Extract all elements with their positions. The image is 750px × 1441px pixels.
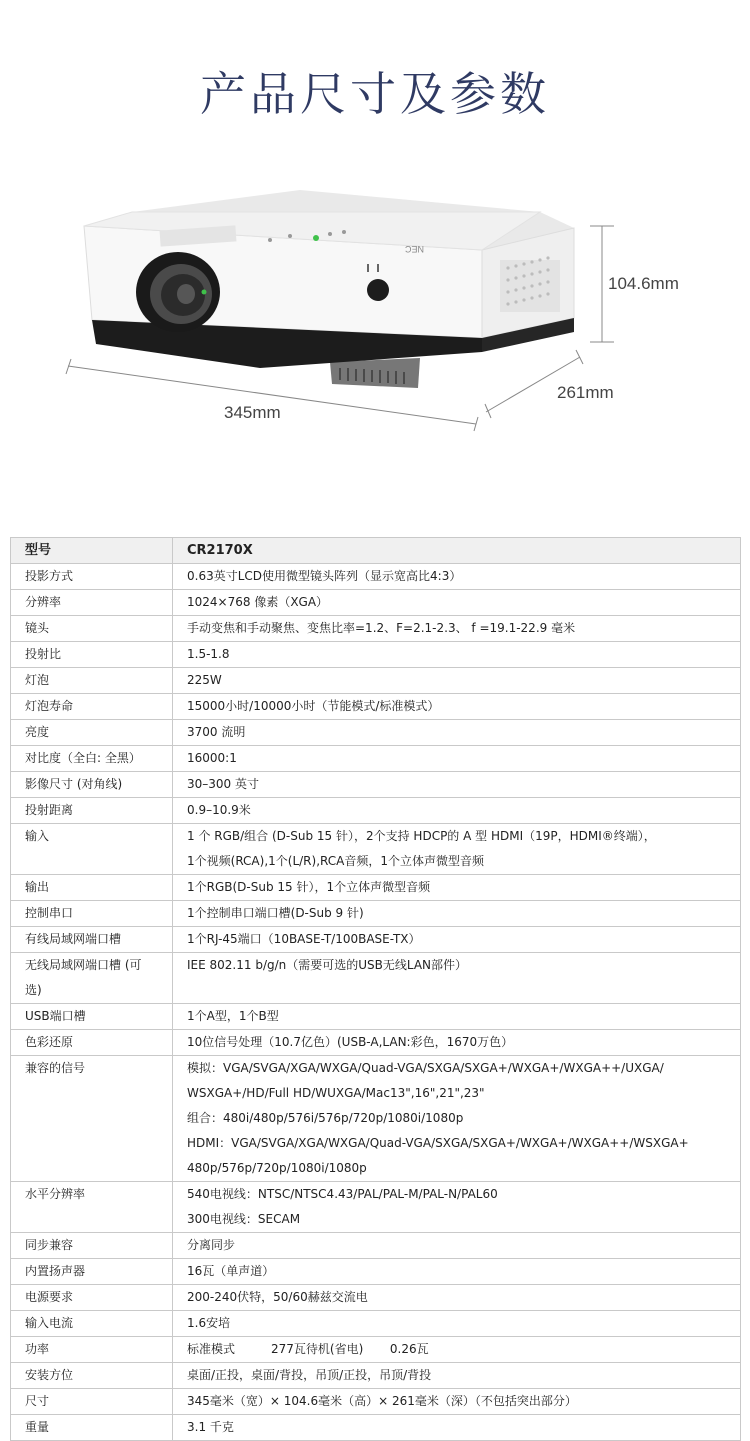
spec-value (173, 1389, 741, 1415)
table-row (11, 901, 741, 927)
page-title: 产品尺寸及参数 (200, 67, 550, 121)
spec-value-line: 300电视线：SECAM (187, 1212, 301, 1226)
spec-value-line: 1个A型，1个B型 (187, 1009, 279, 1023)
spec-value (173, 1259, 741, 1285)
table-row (11, 1056, 741, 1182)
spec-label: 投射距离 (11, 798, 173, 824)
table-row (11, 927, 741, 953)
spec-value (173, 720, 741, 746)
spec-value-line: 16000:1 (187, 751, 237, 765)
spec-label: 投影方式 (11, 564, 173, 590)
spec-value (173, 668, 741, 694)
power-mode: 待机(省电) (305, 1342, 364, 1356)
spec-value (173, 927, 741, 953)
power-value: 0.26瓦 (389, 1342, 429, 1356)
ir-sensor (367, 279, 389, 301)
spec-value (173, 1182, 741, 1233)
power-value: 277瓦 (271, 1342, 306, 1356)
spec-value (173, 1363, 741, 1389)
spec-value (173, 772, 741, 798)
spec-label: 色彩还原 (11, 1030, 173, 1056)
table-row (11, 668, 741, 694)
spec-value (173, 616, 741, 642)
spec-label: 安装方位 (11, 1363, 173, 1389)
table-row (11, 564, 741, 590)
dimension-width: 345mm (224, 403, 281, 422)
table-row (11, 1389, 741, 1415)
spec-value-line: 16瓦（单声道） (187, 1264, 275, 1278)
table-row (11, 953, 741, 1004)
spec-value (173, 564, 741, 590)
spec-value (173, 953, 741, 1004)
spec-label: USB端口槽 (11, 1004, 173, 1030)
table-row (11, 1311, 741, 1337)
spec-label: 分辨率 (11, 590, 173, 616)
spec-value (173, 642, 741, 668)
spec-value (173, 1337, 741, 1363)
table-row (11, 1233, 741, 1259)
table-row (11, 772, 741, 798)
table-row (11, 746, 741, 772)
projector-body (84, 190, 574, 388)
spec-value-line: 3.1 千克 (187, 1420, 234, 1434)
table-row (11, 590, 741, 616)
spec-value (173, 798, 741, 824)
spec-label: 控制串口 (11, 901, 173, 927)
spec-value (173, 824, 741, 875)
spec-value-line: 1.6安培 (187, 1316, 231, 1330)
spec-label: 输入电流 (11, 1311, 173, 1337)
spec-value-line: WSXGA+/HD/Full HD/WUXGA/Mac13",16",21",23" (187, 1086, 485, 1100)
spec-value-line: 1 个 RGB/组合 (D-Sub 15 针），2个支持 HDCP的 A 型 HDMI（19P，HDMI®终端）， (187, 829, 656, 843)
table-row (11, 1182, 741, 1233)
table-row (11, 798, 741, 824)
spec-value-line: 1个视频(RCA),1个(L/R),RCA音频，1个立体声微型音频 (187, 854, 484, 868)
spec-value-line: 3700 流明 (187, 725, 246, 739)
table-row (11, 616, 741, 642)
spec-label: 输出 (11, 875, 173, 901)
spec-value-line: 200-240伏特，50/60赫兹交流电 (187, 1290, 368, 1304)
table-row (11, 642, 741, 668)
nec-logo: NEC (404, 244, 424, 254)
spec-value-line: 345毫米（宽）× 104.6毫米（高）× 261毫米（深）（不包括突出部分） (187, 1394, 577, 1408)
spec-label: 灯泡 (11, 668, 173, 694)
spec-value-line: 手动变焦和手动聚焦、变焦比率=1.2、F=2.1-2.3、 f =19.1-22.9 毫米 (187, 621, 576, 635)
spec-value (173, 1056, 741, 1182)
projector-image (0, 170, 750, 450)
spec-value-line: IEE 802.11 b/g/n（需要可选的USB无线LAN部件） (187, 958, 468, 972)
spec-value (173, 746, 741, 772)
model-value: CR2170X (173, 538, 741, 564)
dimension-depth: 261mm (557, 383, 614, 402)
table-row (11, 1259, 741, 1285)
spec-value (173, 1233, 741, 1259)
spec-value (173, 694, 741, 720)
spec-value-line: 15000小时/10000小时（节能模式/标准模式） (187, 699, 440, 713)
spec-value-line: 桌面/正投，桌面/背投，吊顶/正投，吊顶/背投 (187, 1368, 432, 1382)
spec-label: 内置扬声器 (11, 1259, 173, 1285)
power-line (187, 1337, 306, 1362)
spec-label: 有线局域网端口槽 (11, 927, 173, 953)
spec-label: 同步兼容 (11, 1233, 173, 1259)
spec-value (173, 1285, 741, 1311)
spec-value-line: 1024×768 像素（XGA） (187, 595, 329, 609)
spec-label: 水平分辨率 (11, 1182, 173, 1233)
spec-value-line: 480p/576p/720p/1080i/1080p (187, 1161, 367, 1175)
spec-value (173, 875, 741, 901)
table-row (11, 1004, 741, 1030)
table-row-power (11, 1337, 741, 1363)
spec-value (173, 590, 741, 616)
spec-label: 对比度（全白: 全黑） (11, 746, 173, 772)
spec-value-line: 分离同步 (187, 1238, 236, 1252)
model-label: 型号 (11, 538, 173, 564)
spec-value (173, 1415, 741, 1441)
spec-label: 无线局域网端口槽 (可选) (11, 953, 173, 1004)
spec-label: 镜头 (11, 616, 173, 642)
table-row (11, 1030, 741, 1056)
table-row (11, 1415, 741, 1441)
spec-value-line: 1个控制串口端口槽(D-Sub 9 针) (187, 906, 364, 920)
table-row (11, 1285, 741, 1311)
spec-label: 电源要求 (11, 1285, 173, 1311)
spec-value-line: 30–300 英寸 (187, 777, 259, 791)
dimension-height: 104.6mm (608, 274, 679, 293)
table-row (11, 824, 741, 875)
power-mode: 标准模式 (187, 1342, 236, 1356)
spec-value-line: 组合：480i/480p/576i/576p/720p/1080i/1080p (187, 1111, 464, 1125)
spec-value-line: 1.5-1.8 (187, 647, 230, 661)
table-row (11, 720, 741, 746)
spec-value (173, 1004, 741, 1030)
spec-value (173, 901, 741, 927)
spec-table (10, 537, 741, 1441)
spec-label: 影像尺寸 (对角线) (11, 772, 173, 798)
spec-label: 功率 (11, 1337, 173, 1363)
spec-value-line: 0.63英寸LCD使用微型镜头阵列（显示宽高比4:3） (187, 569, 462, 583)
power-line (306, 1337, 429, 1362)
spec-value-line: 1个RJ-45端口（10BASE-T/100BASE-TX） (187, 932, 421, 946)
spec-value-line: 225W (187, 673, 222, 687)
spec-label: 输入 (11, 824, 173, 875)
table-row (11, 1363, 741, 1389)
table-header-row (11, 538, 741, 564)
spec-value-line: 540电视线：NTSC/NTSC4.43/PAL/PAL-M/PAL-N/PAL60 (187, 1187, 498, 1201)
spec-value (173, 1311, 741, 1337)
spec-label: 重量 (11, 1415, 173, 1441)
table-row (11, 694, 741, 720)
spec-label: 灯泡寿命 (11, 694, 173, 720)
spec-value-line: HDMI：VGA/SVGA/XGA/WXGA/Quad-VGA/SXGA/SXGA+/WXGA+/WXGA++/WSXGA+ (187, 1136, 689, 1150)
spec-value-line: 模拟：VGA/SVGA/XGA/WXGA/Quad-VGA/SXGA/SXGA+/WXGA+/WXGA++/UXGA/ (187, 1061, 664, 1075)
spec-value-line: 0.9–10.9米 (187, 803, 251, 817)
table-row (11, 875, 741, 901)
spec-value-line: 10位信号处理（10.7亿色）(USB-A,LAN:彩色，1670万色） (187, 1035, 514, 1049)
spec-label: 兼容的信号 (11, 1056, 173, 1182)
spec-label: 投射比 (11, 642, 173, 668)
spec-label: 亮度 (11, 720, 173, 746)
spec-value (173, 1030, 741, 1056)
spec-label: 尺寸 (11, 1389, 173, 1415)
spec-value-line: 1个RGB(D-Sub 15 针），1个立体声微型音频 (187, 880, 431, 894)
